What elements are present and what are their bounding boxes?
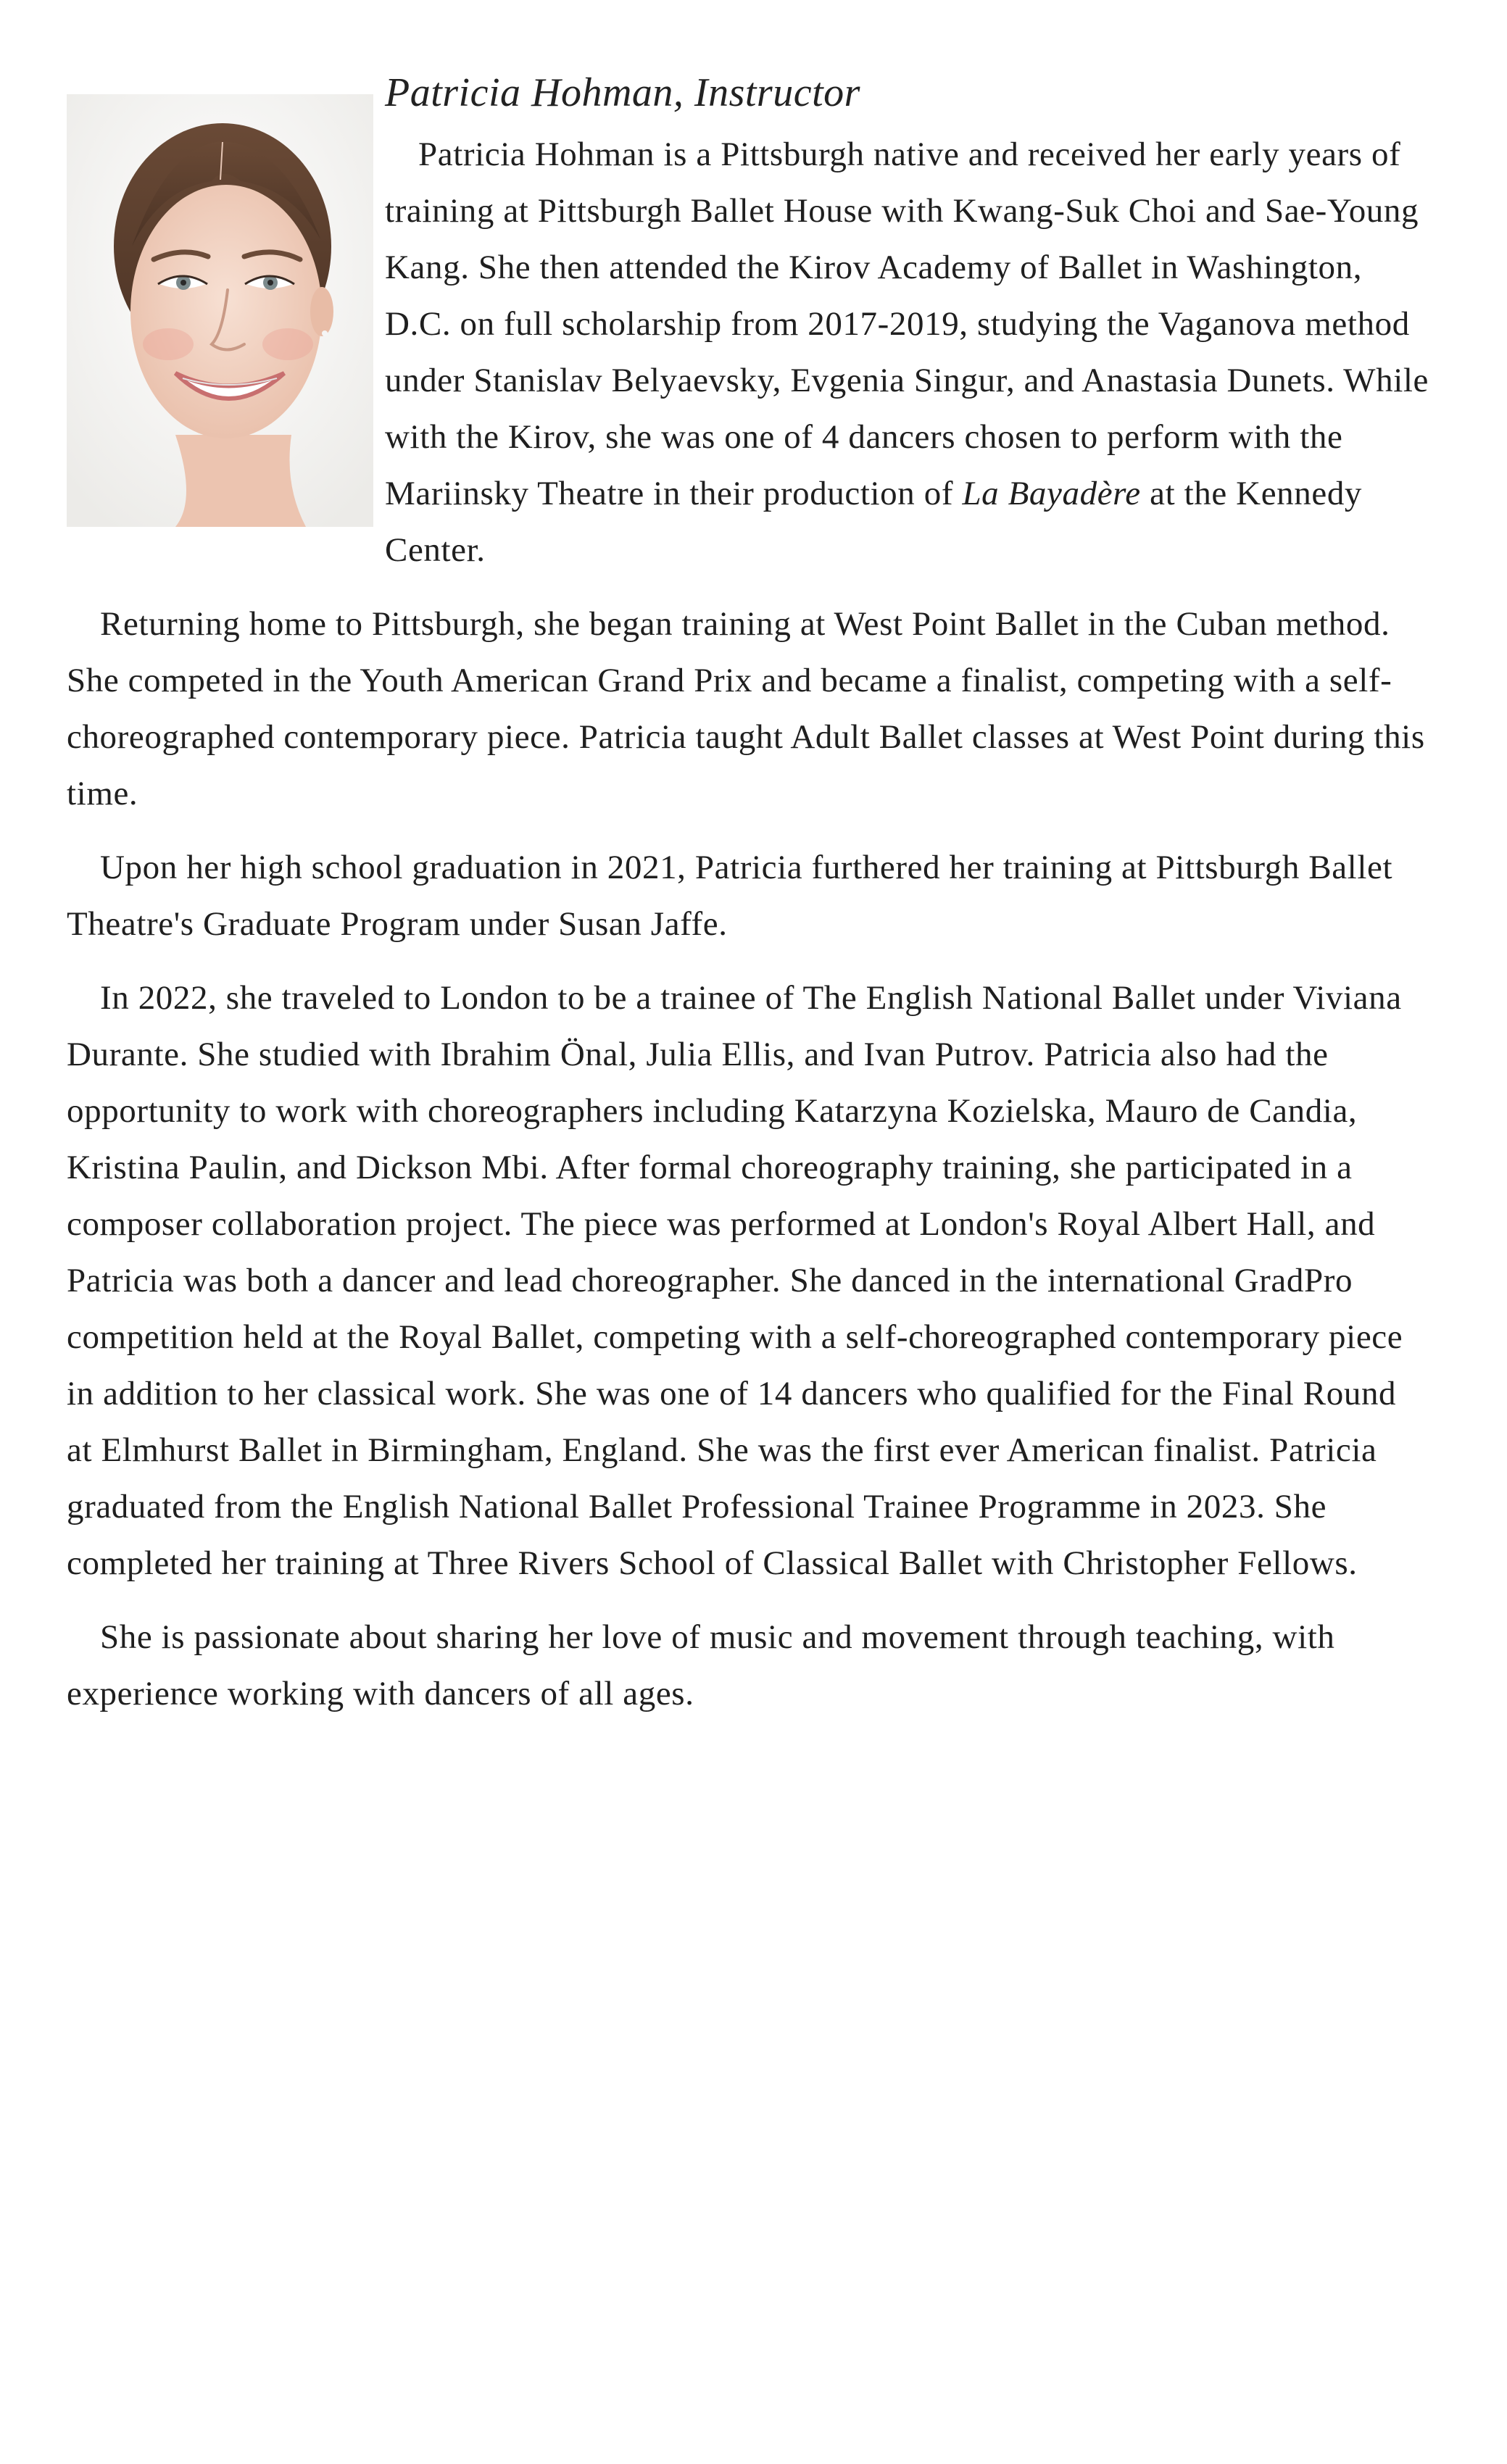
bio-page xyxy=(67,64,1429,1739)
production-title: La Bayadère xyxy=(962,475,1141,512)
bio-paragraph-1-text-a: Patricia Hohman is a Pittsburgh native and received her early years of training at Pittsburgh Ballet House with Kwang-Suk Choi and Sae-Young Kang. She then attended the Kirov Academy of Ballet in Washington, D.C. on full scholarship from 2017-2019, studying the Vaganova method under Stanislav Belyaevsky, Evgenia Singur, and Anastasia Dunets. While with the Kirov, she was one of 4 dancers chosen to perform with the Mariinsky Theatre in their production of xyxy=(385,136,1429,512)
bio-paragraph-3: Upon her high school graduation in 2021, Patricia furthered her training at Pittsburgh Ballet Theatre's Graduate Program under Susan Jaffe. xyxy=(67,849,1393,943)
bio-paragraph-5: She is passionate about sharing her love of music and movement through teaching, with experience working with dancers of all ages. xyxy=(67,1618,1335,1712)
portrait-photo-icon xyxy=(67,94,373,527)
page-title: Patricia Hohman, Instructor xyxy=(385,70,860,115)
portrait-photo xyxy=(67,94,373,527)
bio-paragraph-4: In 2022, she traveled to London to be a trainee of The English National Ballet under Viviana Durante. She studied with Ibrahim Önal, Julia Ellis, and Ivan Putrov. Patricia also had the opportunity to work with choreographers including Katarzyna Kozielska, Mauro de Candia, Kristina Paulin, and Dickson Mbi. After formal choreography training, she participated in a composer collaboration project. The piece was performed at London's Royal Albert Hall, and Patricia was both a dancer and lead choreographer. She danced in the international GradPro competition held at the Royal Ballet, competing with a self-choreographed contemporary piece in addition to her classical work. She was one of 14 dancers who qualified for the Final Round at Elmhurst Ballet in Birmingham, England. She was the first ever American finalist. Patricia graduated from the English National Ballet Professional Trainee Programme in 2023. She completed her training at Three Rivers School of Classical Ballet with Christopher Fellows. xyxy=(67,979,1403,1582)
bio-paragraph-2: Returning home to Pittsburgh, she began training at West Point Ballet in the Cuban method. She competed in the Youth American Grand Prix and became a finalist, competing with a self-choreographed contemporary piece. Patricia taught Adult Ballet classes at West Point during this time. xyxy=(67,605,1425,812)
bio-paragraph-1-text-b: at the Kennedy Center. xyxy=(385,475,1363,569)
